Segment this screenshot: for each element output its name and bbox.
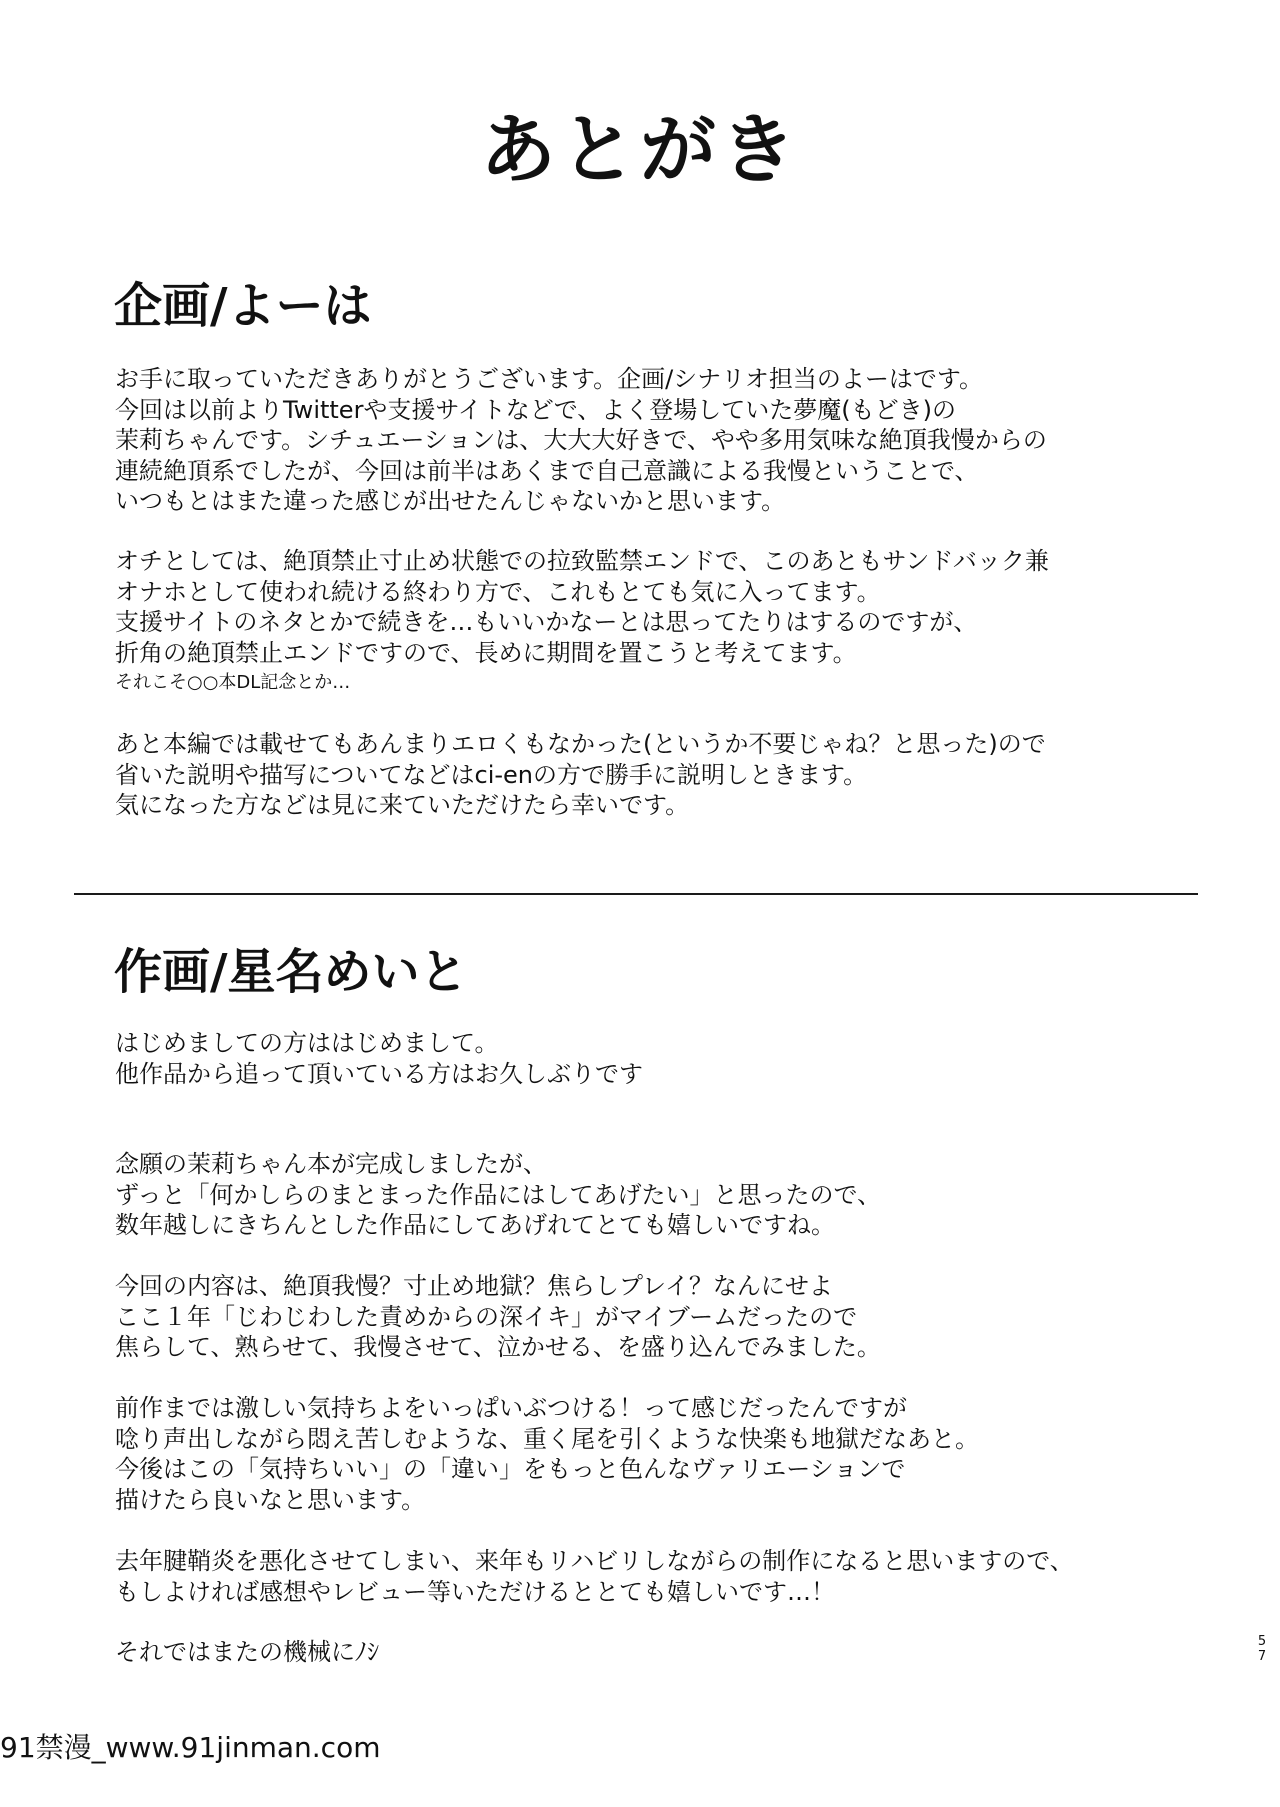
text-line: それではまたの機械にﾉｼ <box>115 1638 379 1666</box>
text-line: 今後はこの「気持ちいい」の「違い」をもっと色んなヴァリエーションで <box>115 1455 906 1483</box>
text-line: オチとしては、絶頂禁止寸止め状態での拉致監禁エンドで、このあともサンドバック兼 <box>115 547 1049 575</box>
text-line: いつもとはまた違った感じが出せたんじゃないかと思います。 <box>115 487 786 515</box>
text-line: 描けたら良いなと思います。 <box>115 1485 426 1514</box>
text-line: 焦らして、熟らせて、我慢させて、泣かせる、を盛り込んでみました。 <box>115 1333 881 1361</box>
text-line: 茉莉ちゃんです。シチュエーションは、大大大好きで、やや多用気味な絶頂我慢からの <box>115 426 1047 454</box>
text-line: お手に取っていただきありがとうございます。企画/シナリオ担当のよーはです。 <box>115 365 984 393</box>
art-paragraph-5 <box>115 1546 1195 1607</box>
art-paragraph-3 <box>115 1271 1195 1363</box>
text-line: あと本編では載せてもあんまりエロくもなかった(というか不要じゃね？と思った)ので <box>115 730 1046 758</box>
page-number <box>1256 1634 1268 1664</box>
page-number-digit: 7 <box>1257 1649 1267 1664</box>
text-line: 唸り声出しながら悶え苦しむような、重く尾を引くような快楽も地獄だなあと。 <box>115 1424 979 1453</box>
art-paragraph-4 <box>115 1393 1195 1515</box>
section-divider <box>74 893 1198 895</box>
text-line: 支援サイトのネタとかで続きを…もいいかなーとは思ってたりはするのですが、 <box>115 608 978 636</box>
text-line: 念願の茉莉ちゃん本が完成しましたが、 <box>115 1150 547 1178</box>
page-title: あとがき <box>480 105 800 194</box>
text-line: 他作品から追って頂いている方はお久しぶりです <box>115 1059 643 1088</box>
text-line: ずっと「何かしらのまとまった作品にはしてあげたい」と思ったので、 <box>115 1180 882 1209</box>
text-line: 連続絶頂系でしたが、今回は前半はあくまで自己意識による我慢ということで、 <box>115 456 979 485</box>
text-line: ここ１年「じわじわした責めからの深イキ」がマイブームだったので <box>115 1302 858 1331</box>
text-line: オナホとして使われ続ける終わり方で、これもとても気に入ってます。 <box>115 577 881 606</box>
text-line: もしよければ感想やレビュー等いただけるととても嬉しいです…！ <box>115 1577 835 1606</box>
section-heading-planning: 企画/よーは <box>114 278 372 334</box>
text-line: 今回は以前よりTwitterや支援サイトなどで、よく登場していた夢魔(もどき)の <box>115 395 957 424</box>
text-line: 去年腱鞘炎を悪化させてしまい、来年もリハビリしながらの制作になると思いますので、 <box>115 1547 1074 1575</box>
watermark-link[interactable]: 91禁漫_www.91jinman.com <box>0 1730 386 1766</box>
text-line: 気になった方などは見に来ていただけたら幸いです。 <box>115 791 690 819</box>
text-line: 今回の内容は、絶頂我慢？寸止め地獄？焦らしプレイ？なんにせよ <box>115 1272 833 1300</box>
page-number-digit: 5 <box>1257 1634 1267 1649</box>
planning-paragraph-1 <box>115 364 1195 517</box>
text-line: はじめましての方ははじめまして。 <box>115 1029 499 1057</box>
text-line: 数年越しにきちんとした作品にしてあげれてとても嬉しいですね。 <box>115 1211 835 1239</box>
section-heading-art: 作画/星名めいと <box>114 944 468 1000</box>
small-note: それこそ○○本DL記念とか… <box>115 672 351 693</box>
text-line: 折角の絶頂禁止エンドですので、長めに期間を置こうと考えてます。 <box>115 638 857 667</box>
art-paragraph-1 <box>115 1028 1195 1089</box>
planning-paragraph-2 <box>115 546 1195 699</box>
art-paragraph-2 <box>115 1149 1195 1241</box>
planning-paragraph-3 <box>115 729 1195 821</box>
art-paragraph-6 <box>115 1637 1195 1668</box>
text-line: 省いた説明や描写についてなどはci-enの方で勝手に説明しときます。 <box>115 760 868 789</box>
text-line: 前作までは激しい気持ちよをいっぱいぶつける！って感じだったんですが <box>115 1394 907 1422</box>
